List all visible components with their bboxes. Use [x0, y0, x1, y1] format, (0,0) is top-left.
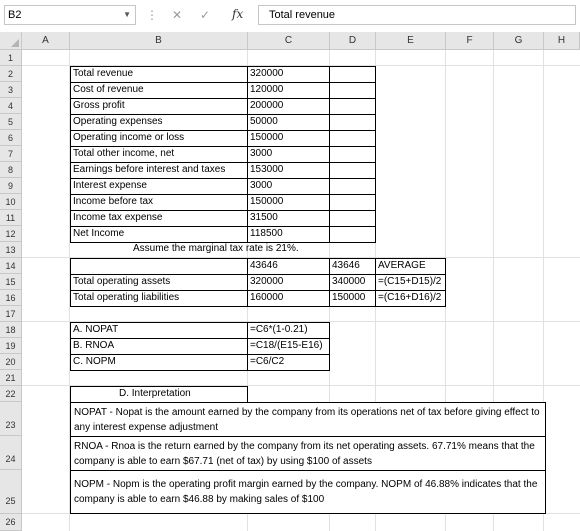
row-header[interactable]: 3 — [0, 82, 22, 98]
formula-cell[interactable]: =(C15+D15)/2 — [375, 274, 446, 291]
column-header-f[interactable]: F — [446, 32, 494, 50]
asset-value-cell[interactable]: 320000 — [247, 274, 330, 291]
income-label-cell[interactable]: Income tax expense — [70, 210, 248, 227]
name-box[interactable] — [4, 5, 136, 25]
date-cell[interactable]: 43646 — [247, 258, 330, 275]
empty-cell[interactable] — [329, 130, 376, 147]
asset-value-cell[interactable]: 150000 — [329, 290, 376, 307]
row-header[interactable]: 19 — [0, 338, 22, 354]
income-label-cell[interactable]: Gross profit — [70, 98, 248, 115]
row-header[interactable]: 24 — [0, 436, 22, 470]
income-value-cell[interactable]: 200000 — [247, 98, 330, 115]
select-all-corner[interactable] — [0, 32, 22, 50]
income-label-cell[interactable]: Net Income — [70, 226, 248, 243]
empty-cell[interactable] — [70, 258, 248, 275]
row-header[interactable]: 13 — [0, 242, 22, 258]
row-header[interactable]: 23 — [0, 402, 22, 436]
row-header[interactable]: 1 — [0, 50, 22, 66]
income-label-cell[interactable]: Operating expenses — [70, 114, 248, 131]
income-label-cell[interactable]: Total revenue — [70, 66, 248, 83]
income-label-cell[interactable]: Operating income or loss — [70, 130, 248, 147]
row-header[interactable]: 11 — [0, 210, 22, 226]
income-value-cell[interactable]: 150000 — [247, 194, 330, 211]
asset-value-cell[interactable]: 340000 — [329, 274, 376, 291]
empty-cell[interactable] — [329, 146, 376, 163]
empty-cell[interactable] — [329, 194, 376, 211]
row-header[interactable]: 26 — [0, 514, 22, 531]
ratio-formula-cell[interactable]: =C18/(E15-E16) — [247, 338, 330, 355]
ratio-formula-cell[interactable]: =C6*(1-0.21) — [247, 322, 330, 339]
column-header-e[interactable]: E — [376, 32, 446, 50]
formula-cell[interactable]: =(C16+D16)/2 — [375, 290, 446, 307]
tax-rate-note[interactable]: Assume the marginal tax rate is 21%. — [133, 243, 299, 254]
asset-label-cell[interactable]: Total operating assets — [70, 274, 248, 291]
row-header[interactable]: 5 — [0, 114, 22, 130]
ratio-label-cell[interactable]: B. RNOA — [70, 338, 248, 355]
formula-input[interactable]: Total revenue — [258, 5, 576, 25]
row-header[interactable]: 16 — [0, 290, 22, 306]
empty-cell[interactable] — [329, 98, 376, 115]
row-header[interactable]: 4 — [0, 98, 22, 114]
empty-cell[interactable] — [329, 66, 376, 83]
cancel-icon[interactable]: ✕ — [172, 8, 183, 22]
empty-cell[interactable] — [329, 114, 376, 131]
column-header-g[interactable]: G — [494, 32, 544, 50]
column-header-h[interactable]: H — [544, 32, 580, 50]
income-label-cell[interactable]: Income before tax — [70, 194, 248, 211]
ratio-label-cell[interactable]: C. NOPM — [70, 354, 248, 371]
income-value-cell[interactable]: 120000 — [247, 82, 330, 99]
income-value-cell[interactable]: 118500 — [247, 226, 330, 243]
empty-cell[interactable] — [329, 82, 376, 99]
income-label-cell[interactable]: Cost of revenue — [70, 82, 248, 99]
ratio-label-cell[interactable]: A. NOPAT — [70, 322, 248, 339]
income-value-cell[interactable]: 3000 — [247, 178, 330, 195]
empty-cell[interactable] — [329, 210, 376, 227]
row-header[interactable]: 22 — [0, 386, 22, 402]
income-value-cell[interactable]: 3000 — [247, 146, 330, 163]
asset-label-cell[interactable]: Total operating liabilities — [70, 290, 248, 307]
income-value-cell[interactable]: 150000 — [247, 130, 330, 147]
asset-value-cell[interactable]: 160000 — [247, 290, 330, 307]
name-box-value: B2 — [8, 9, 22, 21]
row-header[interactable]: 25 — [0, 470, 22, 514]
formula-bar — [0, 0, 580, 32]
income-value-cell[interactable]: 31500 — [247, 210, 330, 227]
empty-cell[interactable] — [329, 162, 376, 179]
spreadsheet-grid — [0, 32, 580, 531]
enter-icon[interactable]: ✓ — [200, 8, 211, 22]
row-header[interactable]: 7 — [0, 146, 22, 162]
column-header-b[interactable]: B — [70, 32, 248, 50]
income-value-cell[interactable]: 153000 — [247, 162, 330, 179]
row-header[interactable]: 21 — [0, 370, 22, 386]
column-header-c[interactable]: C — [248, 32, 330, 50]
column-header-d[interactable]: D — [330, 32, 376, 50]
empty-cell[interactable] — [329, 178, 376, 195]
chevron-down-icon[interactable]: ▼ — [123, 10, 131, 19]
income-value-cell[interactable]: 50000 — [247, 114, 330, 131]
rnoa-interpretation-cell[interactable]: RNOA - Rnoa is the return earned by the company from its net operating assets. 67.71% means that the company is able to earn $67.71 (net of tax) by using $100 of assets — [70, 436, 546, 471]
insert-function-icon[interactable]: fx — [232, 7, 244, 21]
row-header[interactable]: 8 — [0, 162, 22, 178]
row-header[interactable]: 14 — [0, 258, 22, 274]
more-options-icon[interactable]: ⋮ — [146, 8, 158, 22]
income-label-cell[interactable]: Total other income, net — [70, 146, 248, 163]
row-header[interactable]: 15 — [0, 274, 22, 290]
row-header[interactable]: 10 — [0, 194, 22, 210]
average-header-cell[interactable]: AVERAGE — [375, 258, 446, 275]
row-header[interactable]: 6 — [0, 130, 22, 146]
nopm-interpretation-cell[interactable]: NOPM - Nopm is the operating profit margin earned by the company. NOPM of 46.88% indicates that the company is able to earn $46.88 by making sales of $100 — [70, 470, 546, 514]
row-header[interactable]: 9 — [0, 178, 22, 194]
income-label-cell[interactable]: Interest expense — [70, 178, 248, 195]
empty-cell[interactable] — [329, 226, 376, 243]
row-header[interactable]: 20 — [0, 354, 22, 370]
date-cell[interactable]: 43646 — [329, 258, 376, 275]
ratio-formula-cell[interactable]: =C6/C2 — [247, 354, 330, 371]
row-header[interactable]: 18 — [0, 322, 22, 338]
row-header[interactable]: 12 — [0, 226, 22, 242]
interpretation-title-cell[interactable]: D. Interpretation — [70, 386, 248, 403]
income-label-cell[interactable]: Earnings before interest and taxes — [70, 162, 248, 179]
column-header-a[interactable]: A — [22, 32, 70, 50]
income-value-cell[interactable]: 320000 — [247, 66, 330, 83]
row-header[interactable]: 17 — [0, 306, 22, 322]
nopat-interpretation-cell[interactable]: NOPAT - Nopat is the amount earned by the company from its operations net of tax before giving effect to any interest expense adjustment — [70, 402, 546, 437]
row-header[interactable]: 2 — [0, 66, 22, 82]
